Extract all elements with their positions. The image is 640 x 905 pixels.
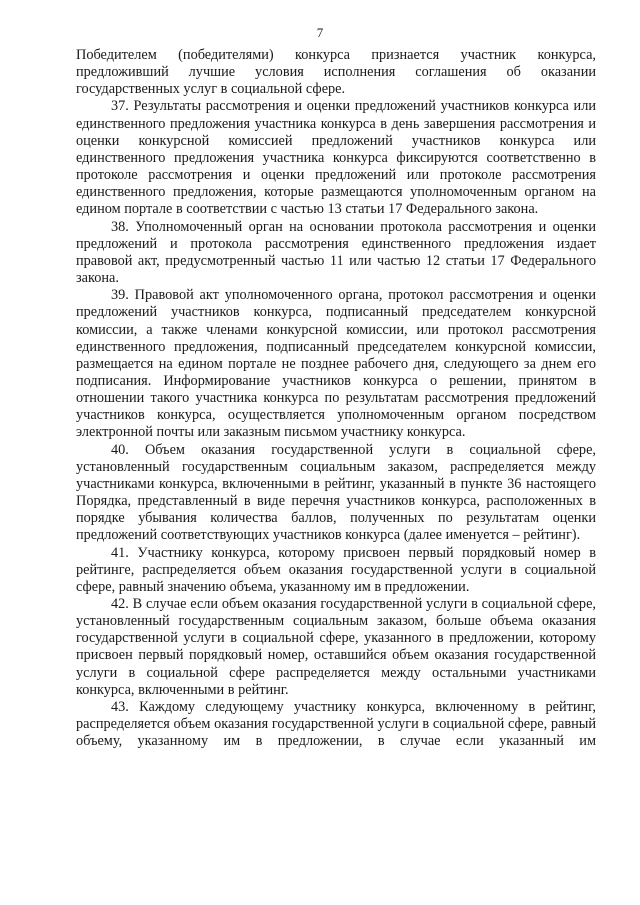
paragraph-37: 37. Результаты рассмотрения и оценки предложений участников конкурса или единственного предложения участника конкурса в день завершения рассмотрения и оценки конкурсной комиссией предложений участников конкурса или единственного предложения участника конкурса фиксируются соответственно в протоколе рассмотрения и оценки предложений или протоколе рассмотрения единственного предложения, которые размещаются уполномоченным органом на едином портале в соответствии с частью 13 статьи 17 Федерального закона. bbox=[76, 98, 596, 218]
paragraph-41: 41. Участнику конкурса, которому присвоен первый порядковый номер в рейтинге, распределяется объем оказания государственной услуги в социальной сфере, равный значению объема, указанному им в предложении. bbox=[76, 544, 596, 595]
paragraph-40: 40. Объем оказания государственной услуги в социальной сфере, установленный государственным социальным заказом, распределяется между участниками конкурса, включенными в рейтинг, указанный в пункте 36 настоящего Порядка, представленный в виде перечня участников конкурса, расположенных в порядке убывания количества баллов, полученных по результатам оценки предложений соответствующих участников конкурса (далее именуется – рейтинг). bbox=[76, 441, 596, 544]
paragraph-winner: Победителем (победителями) конкурса признается участник конкурса, предложивший лучшие условия исполнения соглашения об оказании государственных услуг в социальной сфере. bbox=[76, 47, 596, 98]
page-number: 7 bbox=[316, 25, 324, 40]
document-body bbox=[76, 47, 596, 750]
paragraph-43: 43. Каждому следующему участнику конкурса, включенному в рейтинг, распределяется объем оказания государственной услуги в социальной сфере, равный объему, указанному им в предложении, в случае если указанный им bbox=[76, 698, 596, 750]
paragraph-39: 39. Правовой акт уполномоченного органа, протокол рассмотрения и оценки предложений участников конкурса, подписанный председателем конкурсной комиссии, а также членами конкурсной комиссии, или протокол рассмотрения единственного предложения, подписанный председателем конкурсной комиссии, размещается на едином портале не позднее рабочего дня, следующего за днем его подписания. Информирование участников конкурса о решении, принятом в отношении такого участника конкурса по результатам рассмотрения предложений участников конкурса, осуществляется уполномоченным органом посредством электронной почты или заказным письмом участнику конкурса. bbox=[76, 287, 596, 441]
paragraph-42: 42. В случае если объем оказания государственной услуги в социальной сфере, установленный государственным социальным заказом, больше объема оказания государственной услуги в социальной сфере, указанного в предложении, которому присвоен первый порядковый номер, оставшийся объем оказания государственной услуги в социальной сфере распределяется между остальными участниками конкурса, включенными в рейтинг. bbox=[76, 596, 596, 698]
paragraph-38: 38. Уполномоченный орган на основании протокола рассмотрения и оценки предложений и протокола рассмотрения единственного предложения издает правовой акт, предусмотренный частью 11 или частью 12 статьи 17 Федерального закона. bbox=[76, 218, 596, 287]
